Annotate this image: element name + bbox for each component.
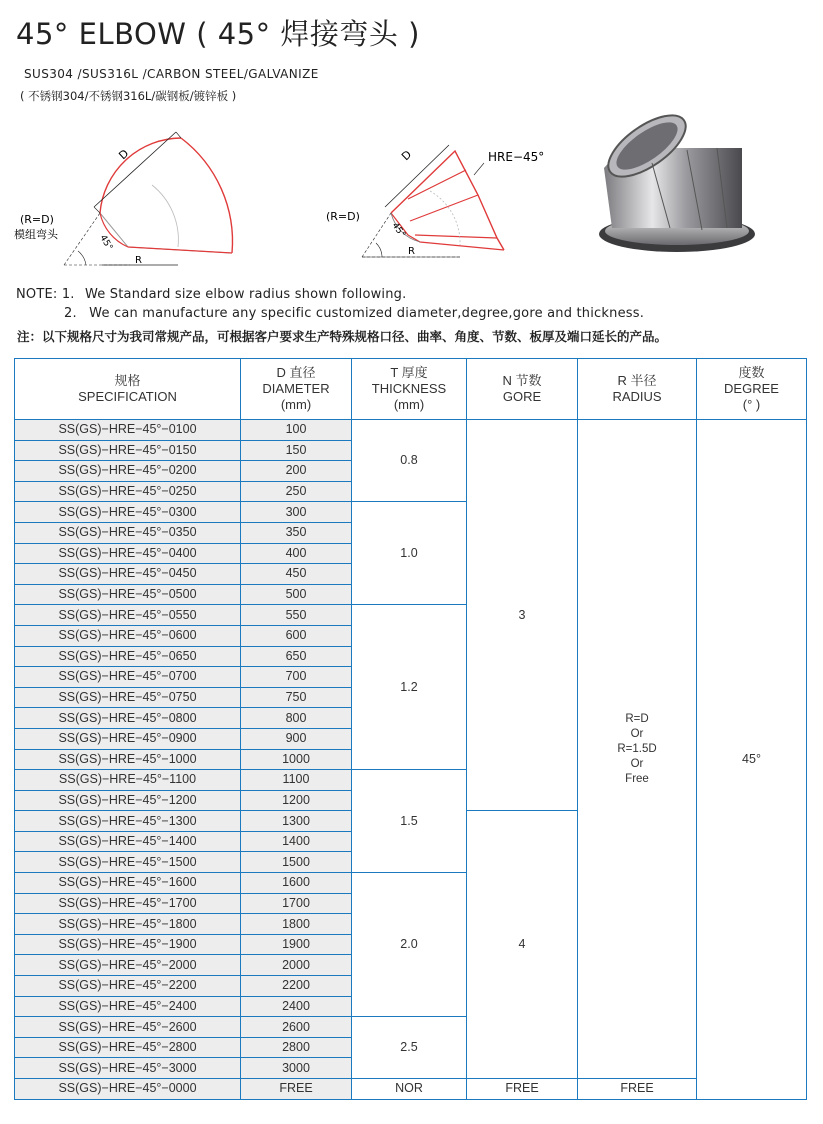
spec-cell: SS(GS)−HRE−45°−1700 bbox=[15, 893, 241, 914]
thickness-cell: 0.8 bbox=[352, 420, 467, 502]
gore-cell: 4 bbox=[467, 811, 578, 1079]
spec-cell: SS(GS)−HRE−45°−0150 bbox=[15, 440, 241, 461]
header-spec bbox=[15, 359, 241, 420]
radius-cell: FREE bbox=[578, 1079, 697, 1100]
diagram1-rd-label: (R=D) bbox=[20, 213, 54, 226]
diagram1-angle-label: 45° bbox=[97, 233, 115, 253]
spec-cell: SS(GS)−HRE−45°−0700 bbox=[15, 667, 241, 688]
diameter-cell: 450 bbox=[241, 564, 352, 585]
diameter-cell: 3000 bbox=[241, 1058, 352, 1079]
spec-cell: SS(GS)−HRE−45°−0250 bbox=[15, 481, 241, 502]
materials-en: SUS304 /SUS316L /CARBON STEEL/GALVANIZE bbox=[24, 67, 319, 81]
diameter-cell: 150 bbox=[241, 440, 352, 461]
diameter-cell: 600 bbox=[241, 625, 352, 646]
diagram1-zh-label: 模组弯头 bbox=[14, 228, 58, 241]
spec-cell: SS(GS)−HRE−45°−1600 bbox=[15, 873, 241, 894]
note-num2: 2. bbox=[64, 306, 77, 321]
spec-cell: SS(GS)−HRE−45°−2800 bbox=[15, 1037, 241, 1058]
spec-cell: SS(GS)−HRE−45°−0350 bbox=[15, 522, 241, 543]
diameter-cell: 700 bbox=[241, 667, 352, 688]
diameter-cell: 400 bbox=[241, 543, 352, 564]
thickness-cell: 2.0 bbox=[352, 873, 467, 1017]
header-diameter-unit: (mm) bbox=[280, 397, 312, 412]
gore-cell: FREE bbox=[467, 1079, 578, 1100]
header-spec-zh: 规格 bbox=[114, 373, 141, 388]
diameter-cell: 200 bbox=[241, 461, 352, 482]
header-thickness-zh: T 厚度 bbox=[390, 365, 428, 380]
spec-cell: SS(GS)−HRE−45°−0100 bbox=[15, 420, 241, 441]
spec-cell: SS(GS)−HRE−45°−1000 bbox=[15, 749, 241, 770]
header-degree-unit: (° ) bbox=[742, 397, 761, 412]
diameter-cell: 650 bbox=[241, 646, 352, 667]
diameter-cell: 1200 bbox=[241, 790, 352, 811]
header-degree bbox=[697, 359, 807, 420]
table-row-free bbox=[15, 1079, 807, 1100]
spec-cell: SS(GS)−HRE−45°−1100 bbox=[15, 770, 241, 791]
thickness-cell: 1.5 bbox=[352, 770, 467, 873]
diameter-cell: 1300 bbox=[241, 811, 352, 832]
header-radius-en: RADIUS bbox=[612, 389, 662, 404]
page-title: 45° ELBOW ( 45° 焊接弯头 ) bbox=[16, 17, 420, 51]
spec-cell: SS(GS)−HRE−45°−1900 bbox=[15, 934, 241, 955]
header-degree-en: DEGREE bbox=[724, 381, 779, 396]
diameter-cell: 500 bbox=[241, 584, 352, 605]
table-header-row bbox=[15, 359, 807, 420]
note-2 bbox=[64, 306, 644, 321]
spec-cell: SS(GS)−HRE−45°−3000 bbox=[15, 1058, 241, 1079]
spec-table bbox=[14, 358, 807, 1100]
radius-line: R=1.5D bbox=[617, 742, 657, 755]
thickness-cell: 1.0 bbox=[352, 502, 467, 605]
header-diameter-en: DIAMETER bbox=[262, 381, 330, 396]
diameter-cell: 350 bbox=[241, 522, 352, 543]
header-diameter-zh: D 直径 bbox=[276, 365, 316, 380]
note-line2: We can manufacture any specific customized diameter,degree,gore and thickness. bbox=[89, 306, 645, 321]
note-zh: 注：以下规格尺寸为我司常规产品，可根据客户要求生产特殊规格口径、曲率、角度、节数、板厚及端口延长的产品。 bbox=[17, 329, 668, 344]
diagram1-r-label: R bbox=[135, 255, 142, 266]
diameter-cell: 2600 bbox=[241, 1017, 352, 1038]
header-degree-zh: 度数 bbox=[738, 365, 765, 380]
radius-line: Or bbox=[630, 757, 644, 770]
diameter-cell: 2200 bbox=[241, 976, 352, 997]
diameter-cell: 300 bbox=[241, 502, 352, 523]
spec-cell: SS(GS)−HRE−45°−1200 bbox=[15, 790, 241, 811]
spec-cell: SS(GS)−HRE−45°−0450 bbox=[15, 564, 241, 585]
degree-cell: 45° bbox=[697, 420, 807, 1100]
header-radius bbox=[578, 359, 697, 420]
radius-line: Or bbox=[630, 727, 644, 740]
table-row bbox=[15, 420, 807, 441]
spec-cell: SS(GS)−HRE−45°−1300 bbox=[15, 811, 241, 832]
diameter-cell: 1800 bbox=[241, 914, 352, 935]
header-diameter bbox=[241, 359, 352, 420]
diagram1-d-label: D bbox=[116, 146, 132, 163]
spec-cell: SS(GS)−HRE−45°−0200 bbox=[15, 461, 241, 482]
header-gore-en: GORE bbox=[502, 389, 542, 404]
header-gore bbox=[467, 359, 578, 420]
spec-cell: SS(GS)−HRE−45°−1800 bbox=[15, 914, 241, 935]
spec-cell: SS(GS)−HRE−45°−0650 bbox=[15, 646, 241, 667]
diameter-cell: 1600 bbox=[241, 873, 352, 894]
diagram2-hre-label: HRE−45° bbox=[488, 150, 545, 164]
diameter-cell: 100 bbox=[241, 420, 352, 441]
spec-cell: SS(GS)−HRE−45°−2400 bbox=[15, 996, 241, 1017]
elbow-product-photo bbox=[592, 108, 762, 258]
materials-zh: ( 不锈钢304/不锈钢316L/碳钢板/镀锌板 ) bbox=[20, 89, 237, 103]
diameter-cell: 1400 bbox=[241, 831, 352, 852]
radius-line: Free bbox=[625, 772, 649, 785]
note-prefix: NOTE: 1. bbox=[16, 287, 75, 302]
diameter-cell: 1500 bbox=[241, 852, 352, 873]
diameter-cell: FREE bbox=[241, 1079, 352, 1100]
spec-cell: SS(GS)−HRE−45°−0600 bbox=[15, 625, 241, 646]
diameter-cell: 1000 bbox=[241, 749, 352, 770]
spec-cell: SS(GS)−HRE−45°−2200 bbox=[15, 976, 241, 997]
spec-cell: SS(GS)−HRE−45°−0300 bbox=[15, 502, 241, 523]
diagram2-r-label: R bbox=[408, 246, 415, 257]
diameter-cell: 250 bbox=[241, 481, 352, 502]
diagram-molded-elbow bbox=[14, 132, 232, 266]
diameter-cell: 750 bbox=[241, 687, 352, 708]
diagram-segmented-elbow bbox=[326, 145, 544, 257]
spec-cell: SS(GS)−HRE−45°−0000 bbox=[15, 1079, 241, 1100]
header-thickness-en: THICKNESS bbox=[371, 381, 447, 396]
spec-cell: SS(GS)−HRE−45°−0550 bbox=[15, 605, 241, 626]
header-thickness-unit: (mm) bbox=[393, 397, 425, 412]
table-body bbox=[15, 420, 807, 1100]
diagram2-rd-label: (R=D) bbox=[326, 210, 360, 223]
thickness-cell: 1.2 bbox=[352, 605, 467, 770]
header-thickness bbox=[352, 359, 467, 420]
header-spec-en: SPECIFICATION bbox=[78, 389, 177, 404]
note-line1: We Standard size elbow radius shown following. bbox=[84, 287, 407, 302]
spec-cell: SS(GS)−HRE−45°−0500 bbox=[15, 584, 241, 605]
diameter-cell: 1700 bbox=[241, 893, 352, 914]
diameter-cell: 1100 bbox=[241, 770, 352, 791]
spec-cell: SS(GS)−HRE−45°−2600 bbox=[15, 1017, 241, 1038]
note-1 bbox=[16, 287, 406, 302]
diameter-cell: 2400 bbox=[241, 996, 352, 1017]
spec-cell: SS(GS)−HRE−45°−1400 bbox=[15, 831, 241, 852]
diameter-cell: 550 bbox=[241, 605, 352, 626]
diameter-cell: 1900 bbox=[241, 934, 352, 955]
diameter-cell: 2800 bbox=[241, 1037, 352, 1058]
diameter-cell: 900 bbox=[241, 728, 352, 749]
header-radius-zh: R 半径 bbox=[617, 373, 657, 388]
spec-cell: SS(GS)−HRE−45°−2000 bbox=[15, 955, 241, 976]
spec-cell: SS(GS)−HRE−45°−0750 bbox=[15, 687, 241, 708]
thickness-cell: 2.5 bbox=[352, 1017, 467, 1079]
diameter-cell: 800 bbox=[241, 708, 352, 729]
diagram2-angle-label: 45° bbox=[389, 220, 407, 240]
thickness-cell: NOR bbox=[352, 1079, 467, 1100]
radius-cell bbox=[578, 420, 697, 1079]
spec-cell: SS(GS)−HRE−45°−0400 bbox=[15, 543, 241, 564]
radius-line: R=D bbox=[625, 712, 649, 725]
spec-cell: SS(GS)−HRE−45°−0900 bbox=[15, 728, 241, 749]
header-gore-zh: N 节数 bbox=[502, 373, 542, 388]
diagram2-d-label: D bbox=[399, 147, 415, 164]
diameter-cell: 2000 bbox=[241, 955, 352, 976]
spec-cell: SS(GS)−HRE−45°−0800 bbox=[15, 708, 241, 729]
spec-cell: SS(GS)−HRE−45°−1500 bbox=[15, 852, 241, 873]
gore-cell: 3 bbox=[467, 420, 578, 811]
